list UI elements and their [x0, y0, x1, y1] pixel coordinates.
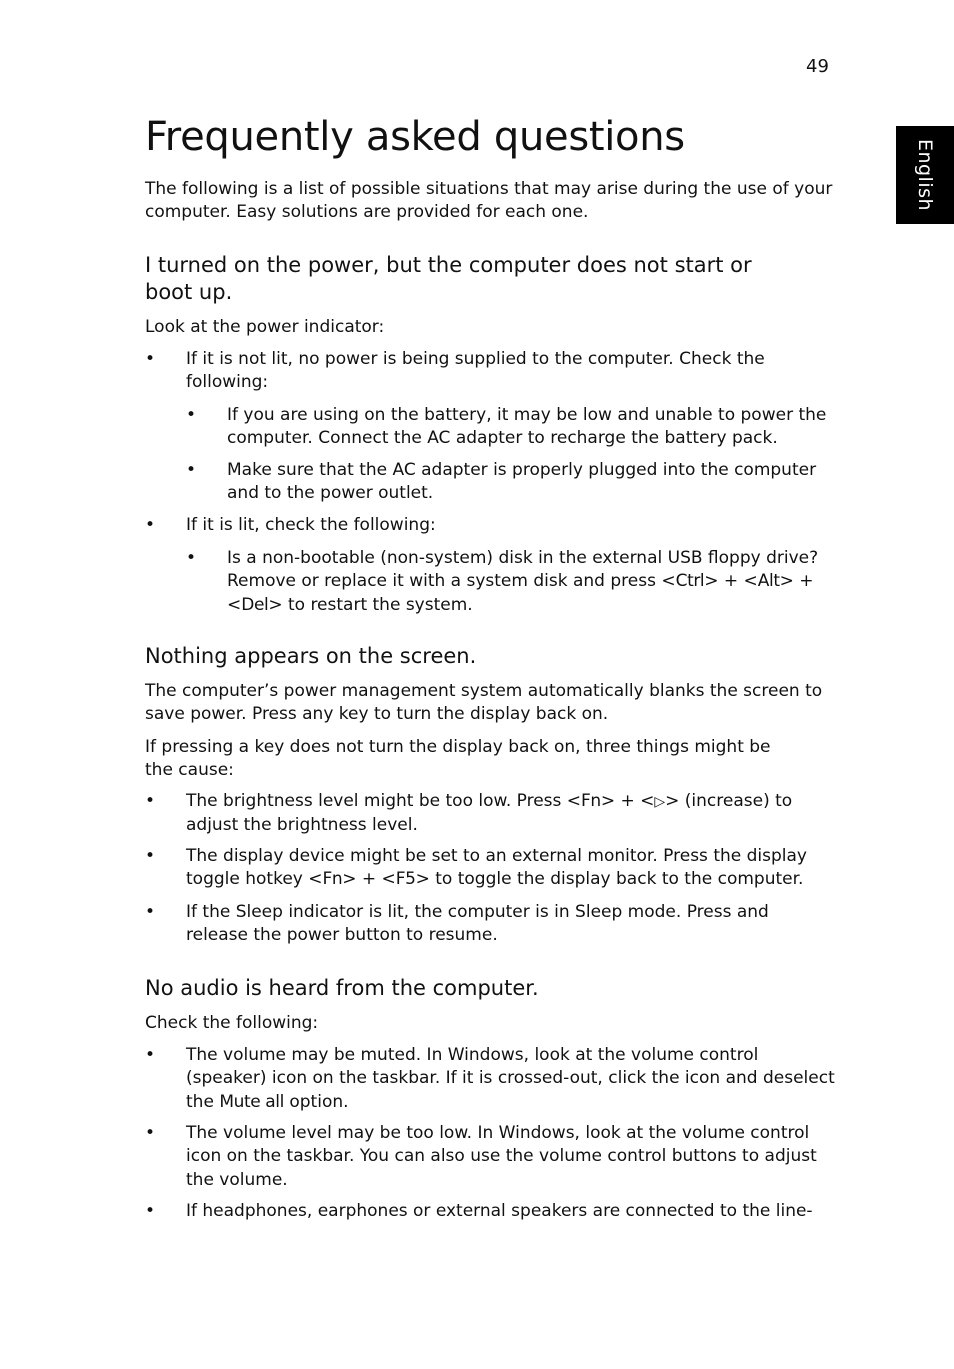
section-heading-screen: Nothing appears on the screen. [145, 644, 477, 668]
page-title: Frequently asked questions [145, 114, 685, 160]
list-item [145, 348, 835, 395]
section-paragraph: The computer’s power management system automatically blanks the screen to save power. Press any key to turn the display back on. [145, 681, 823, 725]
bullet-icon: • [145, 1123, 156, 1143]
list-item-text: The volume level may be too low. In Windows, look at the volume control icon on the taskbar. You can also use the volume control buttons to adjust the volume. [186, 1123, 817, 1190]
list-item-text: If headphones, earphones or external speakers are connected to the line- [186, 1201, 813, 1221]
list-item [186, 404, 836, 451]
bullet-icon: • [145, 846, 156, 866]
key-fn: Fn [581, 791, 601, 811]
list-item [145, 1044, 835, 1114]
bullet-icon: • [145, 1201, 156, 1221]
side-tab-label: English [914, 138, 936, 212]
bullet-icon: • [145, 515, 156, 535]
list-item [145, 1122, 835, 1192]
bullet-icon: • [145, 791, 156, 811]
key-alt: Alt [757, 571, 780, 592]
key-fn: Fn [322, 869, 343, 890]
list-item-text: If the Sleep indicator is lit, the computer is in Sleep mode. Press and release the power button to resume. [186, 902, 769, 946]
list-item-text: The brightness level might be too low. Press <Fn> + <▷> (increase) to adjust the brightness level. [186, 791, 793, 836]
bullet-icon: • [186, 460, 197, 480]
list-item [145, 1200, 835, 1223]
section-lead-power: Look at the power indicator: [145, 317, 385, 337]
key-f5: F5 [395, 869, 416, 890]
intro-paragraph: The following is a list of possible situations that may arise during the use of your computer. Easy solutions are provided for each one. [145, 179, 833, 223]
list-item-text: If it is not lit, no power is being supplied to the computer. Check the following: [186, 349, 765, 393]
brightness-increase-icon: ▷ [654, 794, 666, 810]
list-item [145, 901, 835, 948]
list-item-text: The volume may be muted. In Windows, look at the volume control (speaker) icon on the taskbar. If it is crossed-out, click the icon and deselect the Mute all option. [186, 1045, 835, 1112]
section-lead-audio: Check the following: [145, 1013, 319, 1033]
section-heading-power: I turned on the power, but the computer does not start or boot up. [145, 253, 752, 304]
list-item [186, 459, 836, 506]
list-item-text: If it is lit, check the following: [186, 515, 436, 535]
list-item-text: Is a non-bootable (non-system) disk in the external USB floppy drive? Remove or replace it with a system disk and press <Ctrl> + <Alt> + <Del> to restart the system. [227, 548, 819, 615]
list-item-text: If you are using on the battery, it may be low and unable to power the computer. Connect the AC adapter to recharge the battery pack. [227, 405, 827, 449]
bullet-icon: • [145, 349, 156, 369]
key-del: Del [241, 594, 269, 615]
list-item [145, 845, 835, 892]
list-item-text: The display device might be set to an external monitor. Press the display toggle hotkey <Fn> + <F5> to toggle the display back to the computer. [186, 846, 807, 890]
list-item [145, 790, 835, 838]
key-ctrl: Ctrl [675, 571, 705, 592]
bullet-icon: • [145, 1045, 156, 1065]
bullet-icon: • [145, 902, 156, 922]
section-heading-audio: No audio is heard from the computer. [145, 976, 539, 1000]
mute-all-option: Mute all [219, 1091, 284, 1112]
page-number: 49 [806, 56, 829, 77]
language-side-tab [896, 126, 954, 224]
list-item [186, 547, 836, 617]
bullet-icon: • [186, 548, 197, 568]
bullet-icon: • [186, 405, 197, 425]
list-item-text: Make sure that the AC adapter is properly plugged into the computer and to the power outlet. [227, 460, 817, 504]
section-paragraph: If pressing a key does not turn the display back on, three things might be the cause: [145, 737, 771, 781]
list-item [145, 514, 835, 537]
